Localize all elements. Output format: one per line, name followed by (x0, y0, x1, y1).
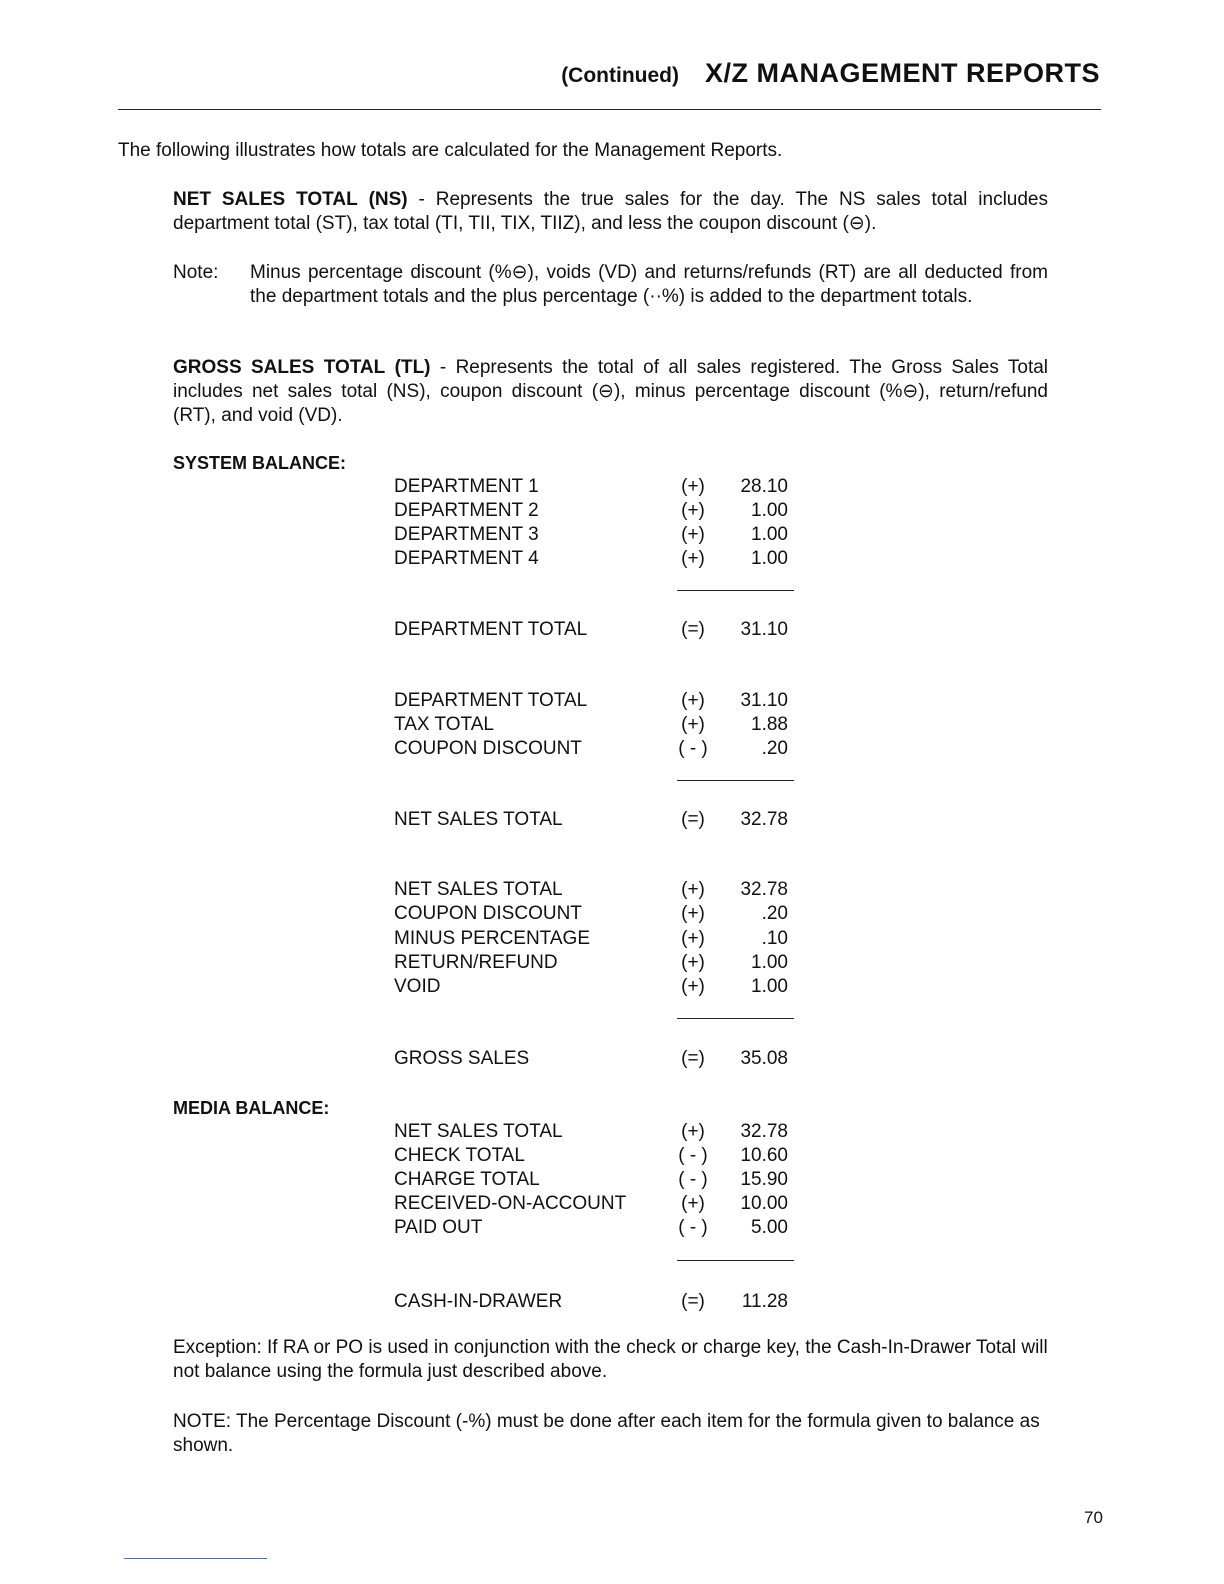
row-value: 31.10 (740, 690, 788, 711)
row-operator: (+) (681, 879, 705, 900)
row-label: DEPARTMENT 3 (394, 524, 539, 545)
gross-sales-term: GROSS SALES TOTAL (173, 357, 386, 378)
row-value: 35.08 (740, 1048, 788, 1069)
row-label: PAID OUT (394, 1217, 483, 1238)
ledger-row (394, 975, 794, 999)
row-label: DEPARTMENT 2 (394, 500, 539, 521)
row-label: TAX TOTAL (394, 714, 494, 735)
row-operator: (+) (681, 476, 705, 497)
note-paragraph (173, 261, 1048, 309)
row-value: 32.78 (740, 1121, 788, 1142)
row-value: 1.00 (751, 952, 788, 973)
row-label: CASH-IN-DRAWER (394, 1291, 563, 1312)
row-label: CHECK TOTAL (394, 1145, 525, 1166)
row-label: RECEIVED-ON-ACCOUNT (394, 1193, 627, 1214)
row-label: COUPON DISCOUNT (394, 738, 582, 759)
intro-paragraph: The following illustrates how totals are calculated for the Management Reports. (118, 140, 783, 161)
row-operator: (=) (681, 1048, 705, 1069)
row-operator: ( - ) (678, 1217, 708, 1238)
net-sales-term: NET SALES TOTAL (173, 189, 358, 210)
row-operator: (+) (681, 690, 705, 711)
ledger-row (394, 878, 794, 902)
percentage-note-paragraph: NOTE: The Percentage Discount (-%) must be done after each item for the formula given to balance as shown. (173, 1411, 1040, 1456)
row-label: VOID (394, 976, 441, 997)
row-label: CHARGE TOTAL (394, 1169, 540, 1190)
row-value: 28.10 (740, 476, 788, 497)
net-sales-paragraph (173, 188, 1048, 236)
ledger-row (394, 523, 794, 547)
row-label: DEPARTMENT 4 (394, 548, 539, 569)
row-operator: ( - ) (678, 738, 708, 759)
row-label: RETURN/REFUND (394, 952, 558, 973)
row-label: NET SALES TOTAL (394, 879, 563, 900)
row-value: .20 (761, 738, 788, 759)
sum-rule (677, 590, 794, 591)
row-value: .10 (761, 928, 788, 949)
ledger-row (394, 689, 794, 713)
ledger-row (394, 737, 794, 761)
footer-rule (124, 1558, 267, 1559)
row-operator: (+) (681, 928, 705, 949)
row-operator: (+) (681, 500, 705, 521)
media-balance-label: MEDIA BALANCE: (173, 1098, 330, 1118)
ledger-row (394, 902, 794, 926)
page-header (561, 58, 1100, 89)
row-value: 32.78 (740, 809, 788, 830)
header-rule (118, 109, 1101, 110)
ledger-row (394, 1120, 794, 1144)
ledger-total-row (394, 1290, 794, 1314)
row-label: MINUS PERCENTAGE (394, 928, 591, 949)
row-value: 1.00 (751, 548, 788, 569)
row-operator: (+) (681, 1121, 705, 1142)
ledger-row (394, 499, 794, 523)
row-value: 1.00 (751, 500, 788, 521)
row-operator: (=) (681, 619, 705, 640)
row-label: NET SALES TOTAL (394, 1121, 563, 1142)
row-operator: (+) (681, 714, 705, 735)
row-value: 32.78 (740, 879, 788, 900)
row-operator: ( - ) (678, 1145, 708, 1166)
ledger-row (394, 1168, 794, 1192)
row-operator: (+) (681, 952, 705, 973)
gross-sales-paragraph (173, 356, 1048, 428)
ledger-row (394, 1216, 794, 1240)
sum-rule (677, 780, 794, 781)
ledger-row (394, 475, 794, 499)
row-operator: (+) (681, 548, 705, 569)
row-label: DEPARTMENT 1 (394, 476, 539, 497)
header-continued: (Continued) (561, 64, 679, 87)
ledger-total-row (394, 1047, 794, 1071)
gross-sales-text: - Represents the total of all sales registered. The Gross Sales Total includes net sales total (NS), coupon discount (⊖), minus percentage discount (%⊖), return/refund (RT), and void (VD). (173, 357, 1049, 426)
row-operator: (+) (681, 903, 705, 924)
row-value: 1.00 (751, 976, 788, 997)
row-value: 5.00 (751, 1217, 788, 1238)
row-value: 15.90 (740, 1169, 788, 1190)
ledger-row (394, 713, 794, 737)
row-label: NET SALES TOTAL (394, 809, 563, 830)
row-operator: (+) (681, 976, 705, 997)
row-value: 10.60 (740, 1145, 788, 1166)
exception-paragraph: Exception: If RA or PO is used in conjunction with the check or charge key, the Cash-In-Drawer Total will not balance using the formula just described above. (173, 1337, 1048, 1382)
ledger-total-row (394, 808, 794, 832)
row-value: 1.88 (751, 714, 788, 735)
row-operator: (+) (681, 524, 705, 545)
row-label: DEPARTMENT TOTAL (394, 619, 588, 640)
net-sales-text: - Represents the true sales for the day. The NS sales total includes department total (ST), tax total (TI, TII, TIX, TIIZ), and less the coupon discount (⊖). (173, 189, 1049, 234)
ledger-row (394, 1144, 794, 1168)
page-title: X/Z MANAGEMENT REPORTS (704, 58, 1100, 88)
gross-sales-abbr: (TL) (394, 357, 431, 378)
row-label: DEPARTMENT TOTAL (394, 690, 588, 711)
row-value: 11.28 (741, 1291, 788, 1312)
note-text: Minus percentage discount (%⊖), voids (VD) and returns/refunds (RT) are all deducted from the department totals and the plus percentage (··%) is added to the department totals. (250, 262, 1048, 307)
row-label: GROSS SALES (394, 1048, 530, 1069)
ledger-row (394, 1192, 794, 1216)
row-operator: (=) (681, 1291, 705, 1312)
system-balance-label: SYSTEM BALANCE: (173, 453, 347, 473)
ledger-row (394, 951, 794, 975)
row-operator: ( - ) (678, 1169, 708, 1190)
row-value: 31.10 (740, 619, 788, 640)
row-value: 10.00 (740, 1193, 788, 1214)
net-sales-abbr: (NS) (368, 189, 408, 210)
row-operator: (=) (681, 809, 705, 830)
ledger-row (394, 927, 794, 951)
row-label: COUPON DISCOUNT (394, 903, 582, 924)
note-label: Note: (173, 262, 219, 283)
row-operator: (+) (681, 1193, 705, 1214)
page-number: 70 (1084, 1508, 1103, 1527)
row-value: 1.00 (751, 524, 788, 545)
row-value: .20 (761, 903, 788, 924)
ledger-total-row (394, 618, 794, 642)
sum-rule (677, 1260, 794, 1261)
sum-rule (677, 1018, 794, 1019)
ledger-row (394, 547, 794, 571)
